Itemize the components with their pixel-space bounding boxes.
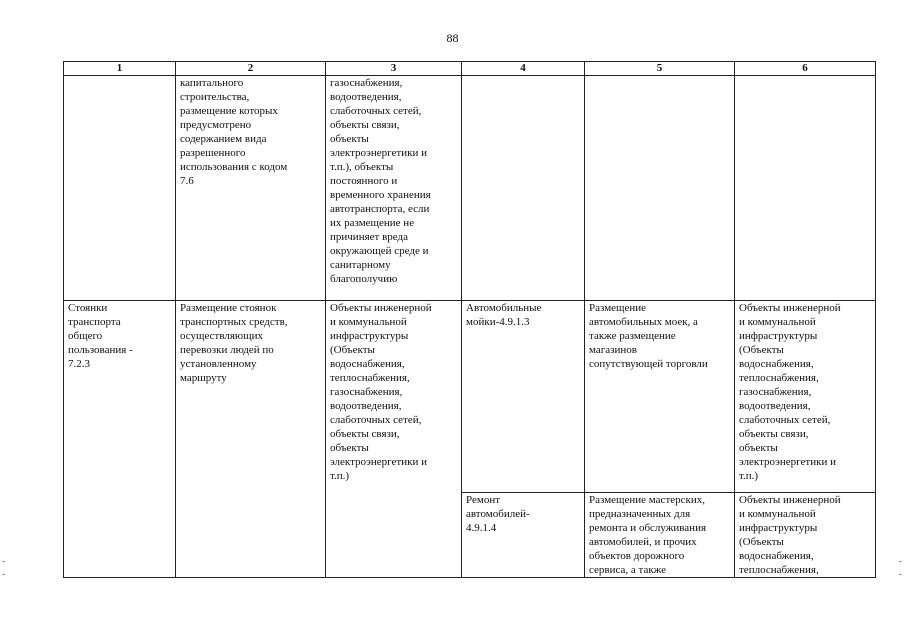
table-row-parking — [64, 301, 876, 493]
cell-type-description: Размещение стоянок транспортных средств, осуществляющих перевозки людей по установленному маршруту — [176, 301, 326, 578]
right-margin-mark — [899, 561, 902, 575]
cell-auxiliary-type: Ремонт автомобилей- 4.9.1.4 — [462, 493, 585, 578]
cell-auxiliary-description: Размещение мастерских, предназначенных для ремонта и обслуживания автомобилей, и прочих объектов дорожного сервиса, а также — [585, 493, 735, 578]
column-header-4: 4 — [462, 62, 585, 76]
column-header-1: 1 — [64, 62, 176, 76]
cell-auxiliary-objects — [735, 76, 876, 301]
cell-auxiliary-objects: Объекты инженерной и коммунальной инфраструктуры (Объекты водоснабжения, теплоснабжения, газоснабжения, водоотведения, слаботочных сетей, объекты связи, объекты электроэнергетики и т.п.) — [735, 301, 876, 493]
left-margin-mark — [2, 561, 5, 575]
cell-type-name: Стоянки транспорта общего пользования - 7.2.3 — [64, 301, 176, 578]
table-header-row — [64, 62, 876, 76]
page-number: 88 — [446, 31, 459, 45]
cell-auxiliary-objects: Объекты инженерной и коммунальной инфраструктуры (Объекты водоснабжения, теплоснабжения, — [735, 493, 876, 578]
cell-type-name — [64, 76, 176, 301]
land-use-table — [63, 61, 876, 578]
cell-auxiliary-type — [462, 76, 585, 301]
column-header-5: 5 — [585, 62, 735, 76]
cell-permitted-objects: газоснабжения, водоотведения, слаботочных сетей, объекты связи, объекты электроэнергетики и т.п.), объекты постоянного и временного хранения автотранспорта, если их размещение не причиняет вреда окружающей среде и санитарному благополучию — [326, 76, 462, 301]
cell-auxiliary-description — [585, 76, 735, 301]
cell-type-description: капитального строительства, размещение которых предусмотрено содержанием вида разрешенного использования с кодом 7.6 — [176, 76, 326, 301]
column-header-3: 3 — [326, 62, 462, 76]
cell-permitted-objects: Объекты инженерной и коммунальной инфраструктуры (Объекты водоснабжения, теплоснабжения, газоснабжения, водоотведения, слаботочных сетей, объекты связи, объекты электроэнергетики и т.п.) — [326, 301, 462, 578]
column-header-6: 6 — [735, 62, 876, 76]
column-header-2: 2 — [176, 62, 326, 76]
cell-auxiliary-description: Размещение автомобильных моек, а также размещение магазинов сопутствующей торговли — [585, 301, 735, 493]
table-row-continuation — [64, 76, 876, 301]
cell-auxiliary-type: Автомобильные мойки-4.9.1.3 — [462, 301, 585, 493]
